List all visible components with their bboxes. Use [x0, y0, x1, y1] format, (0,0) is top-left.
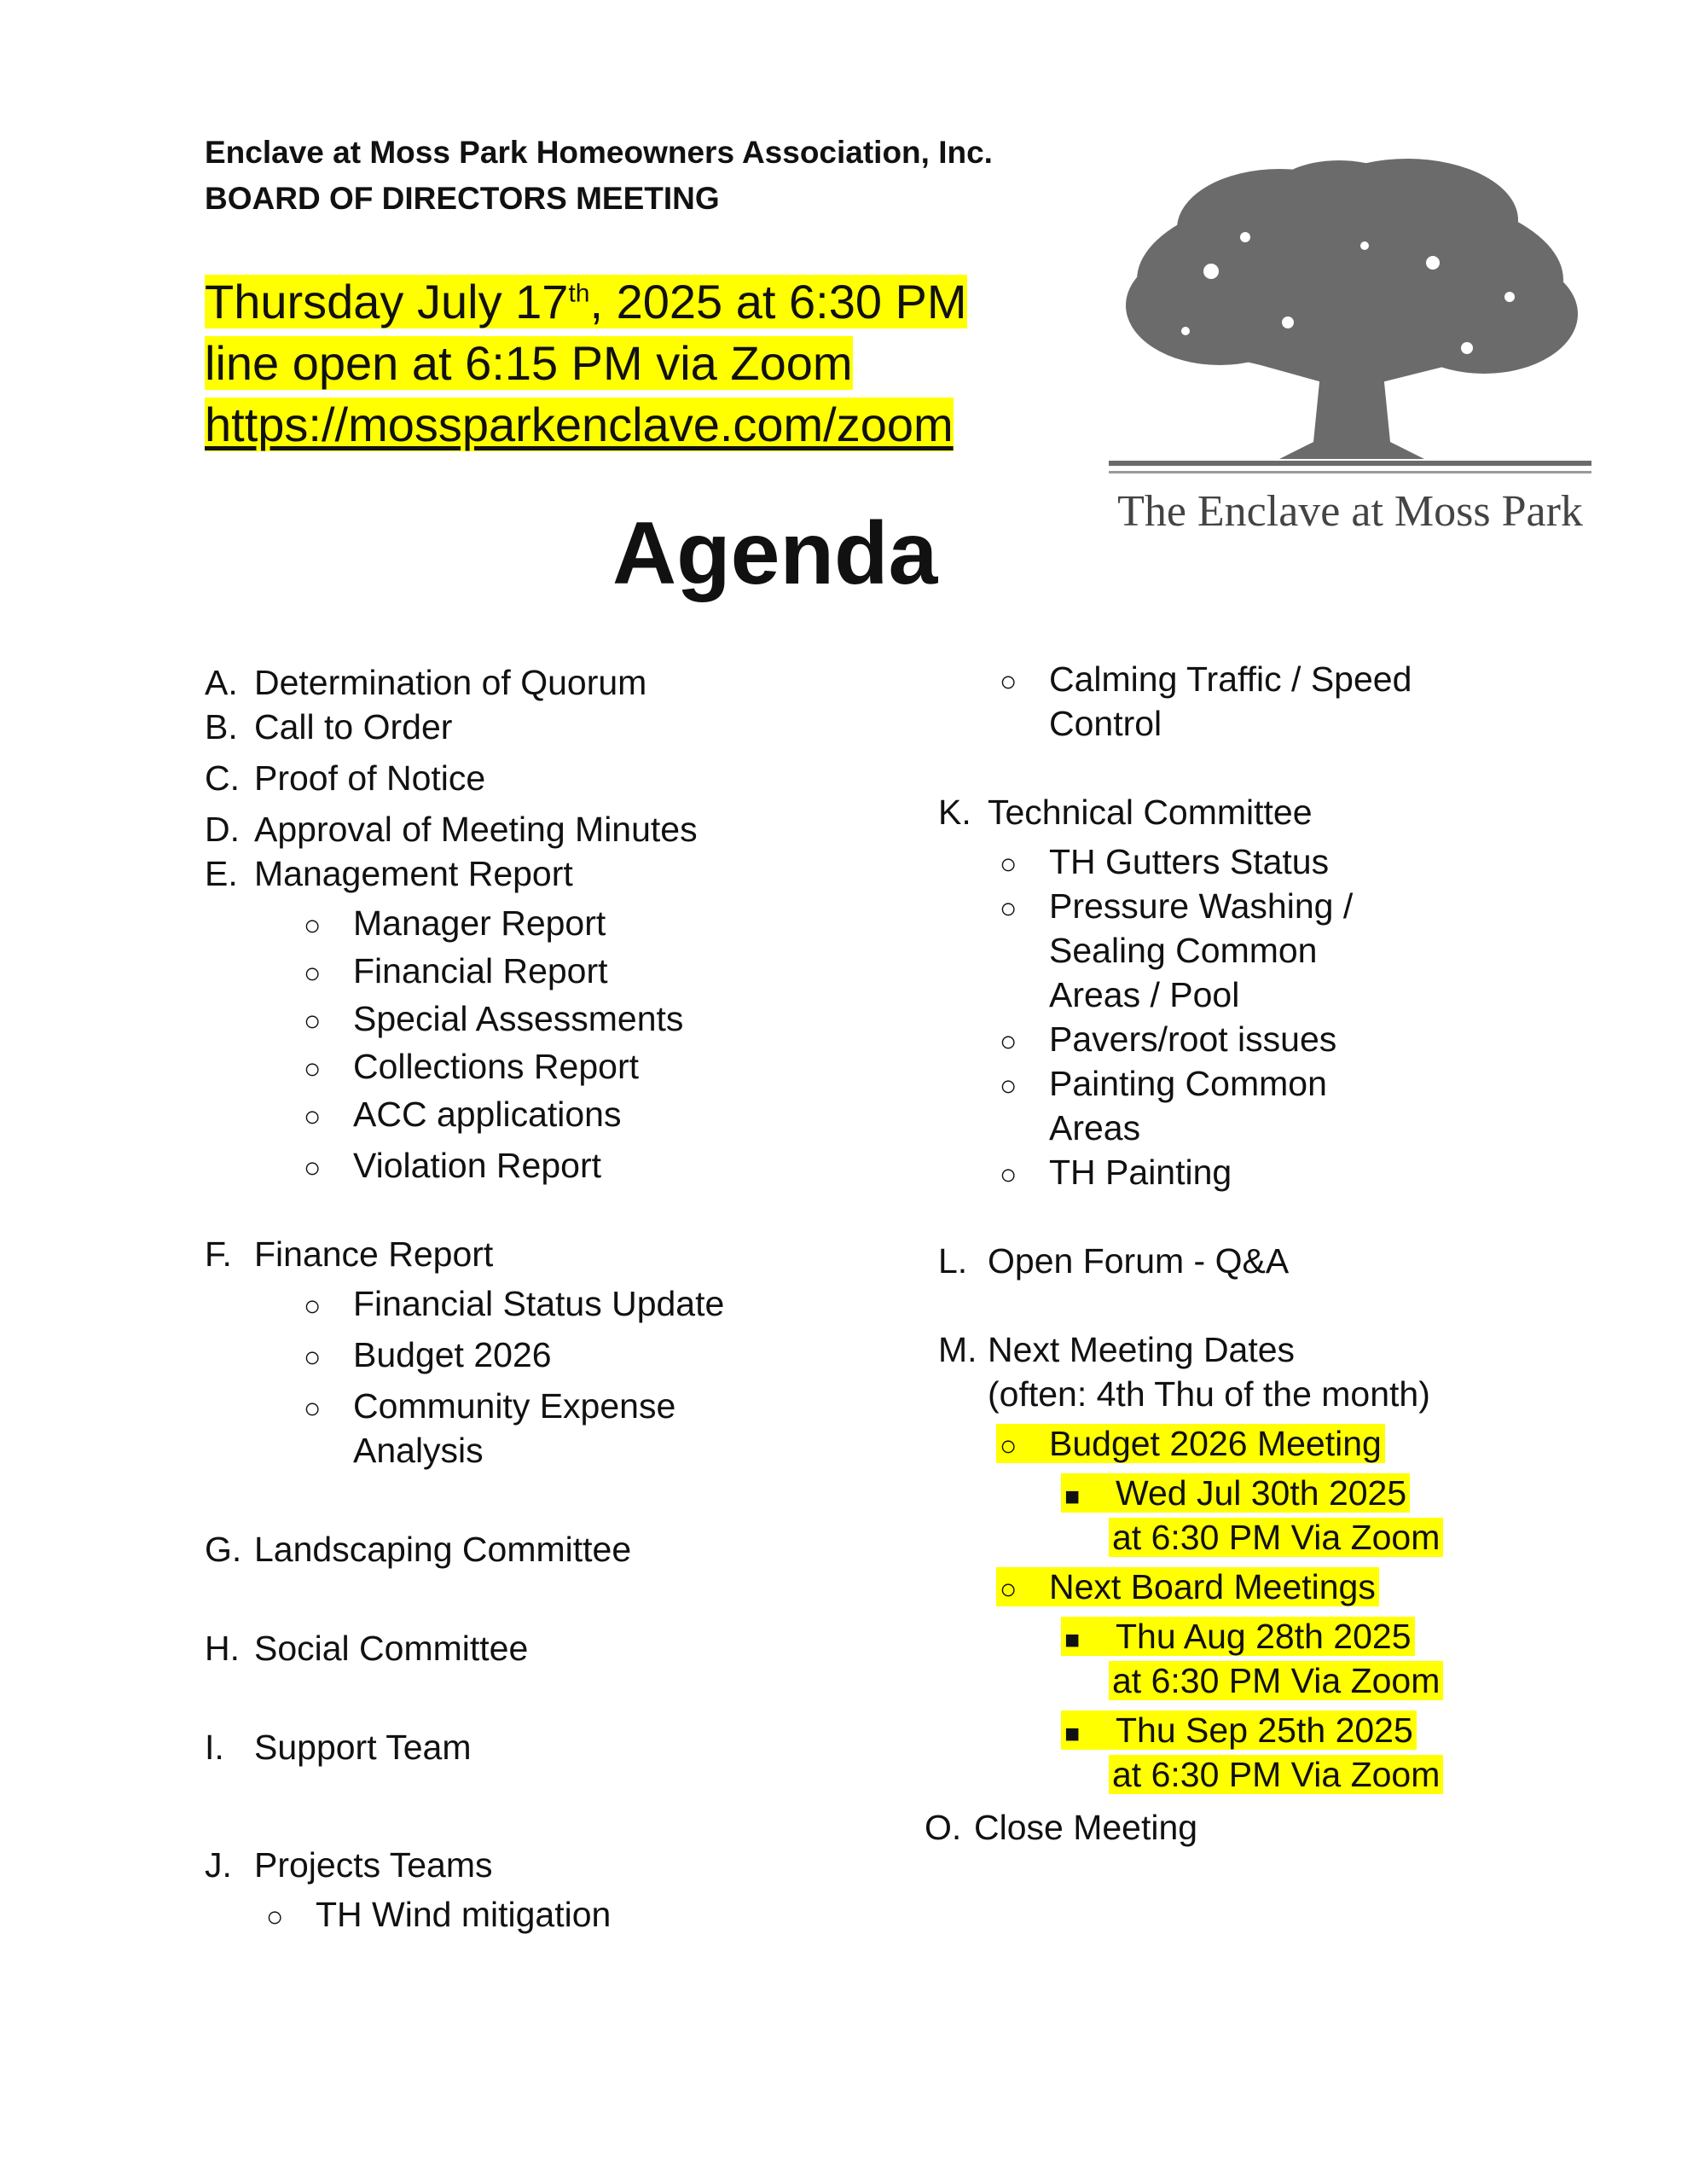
sub-item — [304, 1044, 639, 1091]
sub-item — [304, 1281, 724, 1328]
item-marker: J. — [205, 1845, 232, 1885]
meeting-date-sup: th — [568, 279, 590, 308]
date-item — [1061, 1708, 1417, 1757]
sub-item-label: TH Gutters Status — [1049, 842, 1330, 881]
item-marker: K. — [938, 793, 971, 832]
agenda-item-f — [205, 1232, 493, 1276]
agenda-item-g — [205, 1527, 631, 1571]
sub-item-label: Financial Status Update — [353, 1284, 725, 1323]
item-label: Approval of Meeting Minutes — [254, 810, 698, 849]
sub-item-label: Budget 2026 Meeting — [1049, 1424, 1382, 1463]
circle-bullet-icon: ○ — [1000, 665, 1017, 698]
agenda-item-b — [205, 705, 452, 749]
agenda-item-o — [925, 1805, 1197, 1850]
sub-item — [304, 996, 683, 1043]
circle-bullet-icon: ○ — [304, 957, 322, 990]
item-label: Technical Committee — [988, 793, 1313, 832]
circle-bullet-icon: ○ — [1000, 848, 1017, 880]
circle-bullet-icon: ○ — [1000, 1025, 1017, 1058]
sub-item-label: Financial Report — [353, 951, 608, 990]
circle-bullet-icon: ○ — [1000, 1159, 1017, 1191]
circle-bullet-icon: ○ — [304, 1152, 322, 1184]
circle-bullet-icon: ○ — [304, 1341, 322, 1374]
date-label: Thu Sep 25th 2025 — [1116, 1711, 1413, 1750]
line-open-text: line open at 6:15 PM via Zoom — [205, 336, 853, 390]
agenda-item-h — [205, 1626, 528, 1670]
sub-item-label: ACC applications — [353, 1095, 622, 1134]
item-marker: I. — [205, 1728, 224, 1767]
agenda-item-c — [205, 756, 485, 800]
org-name: Enclave at Moss Park Homeowners Association, Inc. — [205, 135, 993, 170]
item-label: Close Meeting — [974, 1808, 1198, 1847]
sub-item-label: TH Painting — [1049, 1153, 1232, 1192]
item-label: Landscaping Committee — [254, 1530, 632, 1569]
circle-bullet-icon: ○ — [266, 1901, 284, 1933]
item-marker: A. — [205, 663, 238, 702]
item-label: Proof of Notice — [254, 758, 486, 798]
item-label: Open Forum - Q&A — [988, 1241, 1290, 1281]
sub-item — [304, 901, 606, 948]
sub-item-label: Violation Report — [353, 1146, 601, 1185]
item-label: Determination of Quorum — [254, 663, 647, 702]
meeting-date-time: , 2025 at 6:30 PM — [589, 275, 967, 328]
sub-item — [1000, 657, 1412, 704]
sub-item — [1000, 839, 1329, 886]
circle-bullet-icon: ○ — [304, 1005, 322, 1037]
zoom-link[interactable]: https://mossparkenclave.com/zoom — [205, 398, 954, 451]
item-marker: D. — [205, 810, 240, 849]
sub-item-label: Special Assessments — [353, 999, 684, 1038]
sub-item-label: Pavers/root issues — [1049, 1019, 1337, 1059]
item-label: Call to Order — [254, 707, 453, 746]
circle-bullet-icon: ○ — [1000, 892, 1017, 925]
meeting-date-main: Thursday July 17 — [205, 275, 569, 328]
circle-bullet-icon: ○ — [1000, 1573, 1017, 1606]
agenda-item-i — [205, 1725, 472, 1769]
item-marker: B. — [205, 707, 238, 746]
agenda-item-d — [205, 807, 698, 851]
item-label: Finance Report — [254, 1234, 494, 1274]
item-label: Next Meeting Dates — [988, 1330, 1296, 1369]
sub-item-label: TH Wind mitigation — [316, 1895, 612, 1934]
sub-item-label: Pressure Washing / — [1049, 886, 1354, 926]
circle-bullet-icon: ○ — [1000, 1070, 1017, 1102]
sub-item-continued: Analysis — [353, 1431, 484, 1470]
sub-item-board — [996, 1565, 1379, 1612]
item-marker: F. — [205, 1234, 232, 1274]
sub-item — [1000, 1017, 1336, 1064]
date-time: at 6:30 PM Via Zoom — [1109, 1518, 1443, 1557]
zoom-link-row — [205, 394, 954, 456]
date-label: Wed Jul 30th 2025 — [1116, 1473, 1407, 1513]
item-marker: E. — [205, 854, 238, 893]
sub-item — [304, 1092, 622, 1139]
circle-bullet-icon: ○ — [304, 1392, 322, 1425]
agenda-item-l — [938, 1239, 1289, 1283]
square-bullet-icon: ■ — [1064, 1720, 1081, 1748]
date-time: at 6:30 PM Via Zoom — [1109, 1755, 1443, 1794]
meeting-dates-note: (often: 4th Thu of the month) — [988, 1374, 1430, 1414]
sub-item-continued: Control — [1049, 704, 1162, 743]
sub-item — [1000, 1150, 1232, 1197]
date-item-continued — [1109, 1515, 1443, 1560]
agenda-item-m — [938, 1327, 1295, 1372]
item-label: Social Committee — [254, 1629, 529, 1668]
sub-item — [304, 1384, 675, 1431]
circle-bullet-icon: ○ — [1000, 1430, 1017, 1462]
sub-item-label: Calming Traffic / Speed — [1049, 659, 1412, 699]
sub-item — [304, 1333, 552, 1380]
item-marker: O. — [925, 1808, 962, 1847]
sub-item — [1000, 1061, 1327, 1108]
circle-bullet-icon: ○ — [304, 1053, 322, 1085]
sub-item-continued: Areas — [1049, 1108, 1141, 1147]
item-marker: H. — [205, 1629, 240, 1668]
item-marker: L. — [938, 1241, 968, 1281]
logo — [1109, 152, 1591, 613]
meeting-date — [205, 271, 967, 333]
page-title: Agenda — [612, 504, 938, 603]
sub-item-label: Painting Common — [1049, 1064, 1327, 1103]
item-marker: G. — [205, 1530, 242, 1569]
square-bullet-icon: ■ — [1064, 1483, 1081, 1511]
sub-item — [266, 1892, 611, 1939]
date-label: Thu Aug 28th 2025 — [1116, 1617, 1412, 1656]
sub-item-label: Budget 2026 — [353, 1335, 552, 1374]
sub-item-continued: Areas / Pool — [1049, 975, 1240, 1014]
circle-bullet-icon: ○ — [304, 1101, 322, 1133]
logo-caption: The Enclave at Moss Park — [1117, 487, 1583, 536]
sub-item — [1000, 884, 1353, 931]
agenda-item-k — [938, 790, 1313, 834]
sub-item-label: Manager Report — [353, 903, 606, 943]
sub-item — [304, 1143, 601, 1190]
square-bullet-icon: ■ — [1064, 1626, 1081, 1654]
line-open — [205, 333, 853, 394]
sub-item-label: Collections Report — [353, 1047, 639, 1086]
item-marker: M. — [938, 1330, 977, 1369]
circle-bullet-icon: ○ — [304, 909, 322, 942]
sub-item-label: Next Board Meetings — [1049, 1567, 1376, 1606]
circle-bullet-icon: ○ — [304, 1290, 322, 1322]
agenda-item-j — [205, 1843, 493, 1887]
date-item-continued — [1109, 1658, 1443, 1703]
sub-item — [304, 949, 608, 996]
sub-item-continued: Sealing Common — [1049, 931, 1318, 970]
item-label: Management Report — [254, 854, 573, 893]
sub-item-budget — [996, 1421, 1385, 1468]
oak-tree-icon — [1109, 152, 1591, 493]
item-label: Projects Teams — [254, 1845, 493, 1885]
item-label: Support Team — [254, 1728, 472, 1767]
agenda-item-e — [205, 851, 573, 896]
sub-item-label: Community Expense — [353, 1386, 676, 1426]
date-item-continued — [1109, 1752, 1443, 1797]
date-item — [1061, 1614, 1415, 1663]
date-item — [1061, 1471, 1410, 1519]
item-marker: C. — [205, 758, 240, 798]
agenda-item-a — [205, 660, 646, 705]
date-time: at 6:30 PM Via Zoom — [1109, 1661, 1443, 1700]
meeting-type: BOARD OF DIRECTORS MEETING — [205, 181, 720, 216]
